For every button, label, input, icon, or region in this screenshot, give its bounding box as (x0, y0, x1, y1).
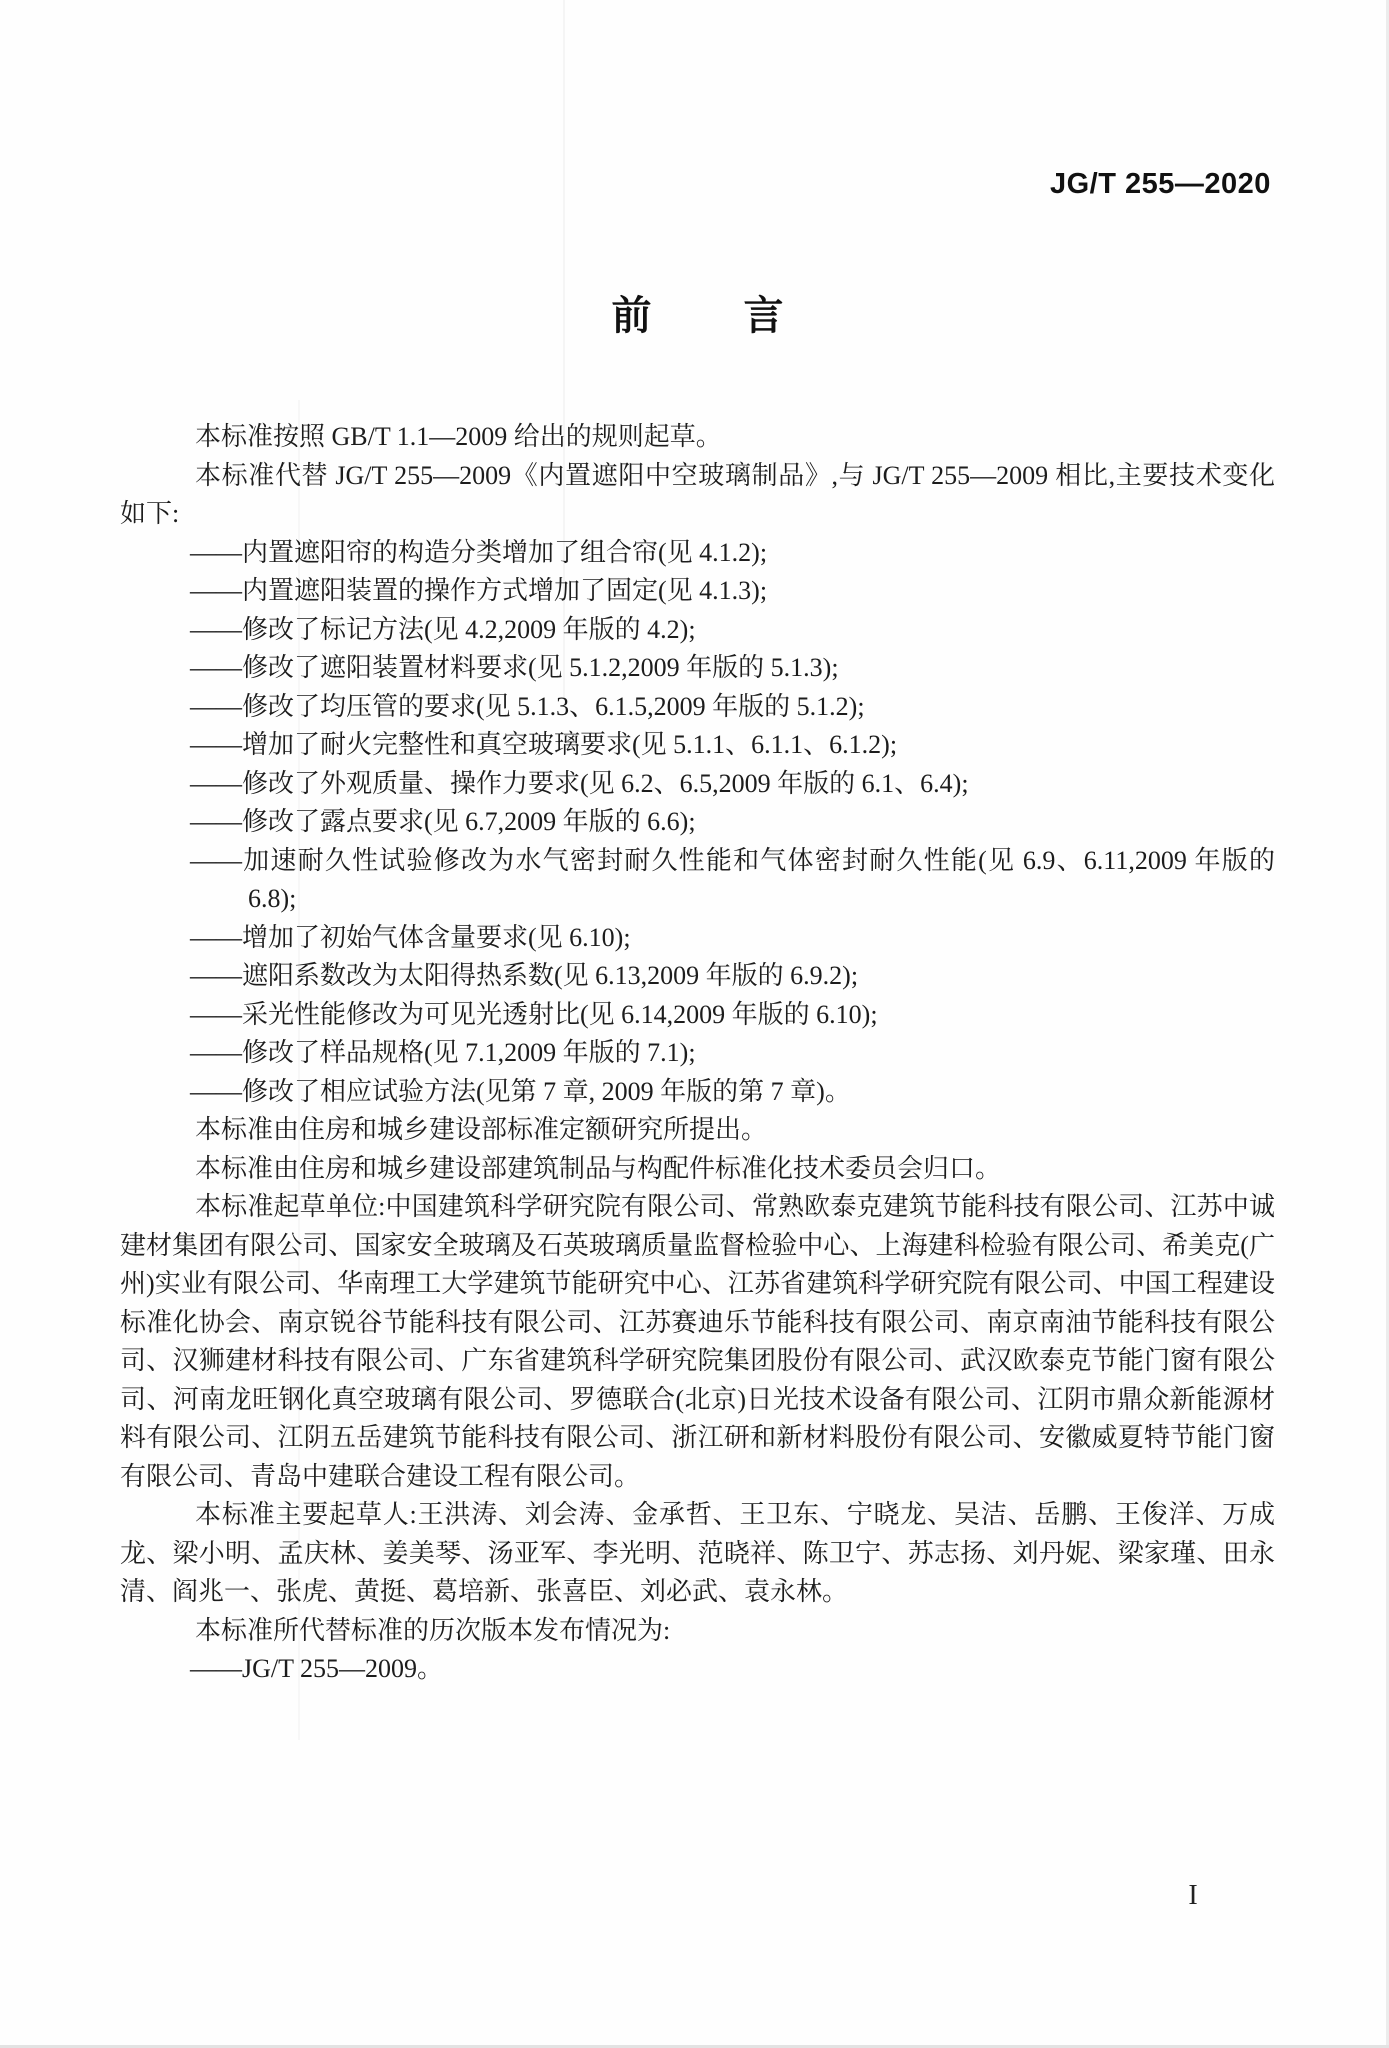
history-item: ——JG/T 255—2009。 (190, 1654, 444, 1683)
change-item: ——修改了相应试验方法(见第 7 章, 2009 年版的第 7 章)。 (190, 1076, 851, 1106)
para-replacement-intro: 本标准代替 JG/T 255—2009《内置遮阳中空玻璃制品》,与 JG/T 255—2009 相比,主要技术变化如下: (120, 460, 1275, 528)
para-drafting-rule: 本标准按照 GB/T 1.1—2009 给出的规则起草。 (195, 422, 722, 451)
change-item: ——修改了露点要求(见 6.7,2009 年版的 6.6); (190, 807, 696, 836)
page-title (120, 296, 1275, 336)
page-title-char-first: 前 (611, 294, 652, 338)
change-item: ——内置遮阳装置的操作方式增加了固定(见 4.1.3); (190, 576, 768, 605)
document-body (120, 418, 1275, 1689)
change-item: ——增加了初始气体含量要求(见 6.10); (190, 922, 631, 952)
change-item: ——修改了外观质量、操作力要求(见 6.2、6.5,2009 年版的 6.1、6.4); (190, 768, 969, 798)
change-item: ——修改了均压管的要求(见 5.1.3、6.1.5,2009 年版的 5.1.2); (190, 691, 865, 721)
change-item: ——修改了遮阳装置材料要求(见 5.1.2,2009 年版的 5.1.3); (190, 653, 839, 682)
page-number: I (1188, 1880, 1198, 1911)
change-item: ——修改了样品规格(见 7.1,2009 年版的 7.1); (190, 1038, 696, 1067)
change-item: ——增加了耐火完整性和真空玻璃要求(见 5.1.1、6.1.1、6.1.2); (190, 730, 898, 759)
para-history-intro: 本标准所代替标准的历次版本发布情况为: (195, 1615, 671, 1645)
para-main-drafters: 本标准主要起草人:王洪涛、刘会涛、金承哲、王卫东、宁晓龙、吴洁、岳鹏、王俊洋、万成龙、梁小明、孟庆林、姜美琴、汤亚军、李光明、范晓祥、陈卫宁、苏志扬、刘丹妮、梁家瑾、田永清、阎兆一、张虎、黄挺、葛培新、张喜臣、刘必武、袁永林。 (120, 1500, 1275, 1606)
change-item: ——采光性能修改为可见光透射比(见 6.14,2009 年版的 6.10); (190, 999, 878, 1029)
change-item: ——遮阳系数改为太阳得热系数(见 6.13,2009 年版的 6.9.2); (190, 961, 859, 990)
para-centralized-by: 本标准由住房和城乡建设部建筑制品与构配件标准化技术委员会归口。 (195, 1153, 1002, 1183)
para-drafting-organizations: 本标准起草单位:中国建筑科学研究院有限公司、常熟欧泰克建筑节能科技有限公司、江苏中诚建材集团有限公司、国家安全玻璃及石英玻璃质量监督检验中心、上海建科检验有限公司、希美克(广州)实业有限公司、华南理工大学建筑节能研究中心、江苏省建筑科学研究院有限公司、中国工程建设标准化协会、南京锐谷节能科技有限公司、江苏赛迪乐节能科技有限公司、南京南油节能科技有限公司、汉狮建材科技有限公司、广东省建筑科学研究院集团股份有限公司、武汉欧泰克节能门窗有限公司、河南龙旺钢化真空玻璃有限公司、罗德联合(北京)日光技术设备有限公司、江阴市鼎众新能源材料有限公司、江阴五岳建筑节能科技有限公司、浙江研和新材料股份有限公司、安徽威夏特节能门窗有限公司、青岛中建联合建设工程有限公司。 (120, 1192, 1275, 1491)
standard-number: JG/T 255—2020 (1050, 168, 1271, 200)
page-title-char-second: 言 (743, 294, 784, 338)
technical-changes-list (120, 534, 1275, 1112)
change-item: ——加速耐久性试验修改为水气密封耐久性能和气体密封耐久性能(见 6.9、6.11,2009 年版的 6.8); (190, 845, 1275, 913)
para-proposed-by: 本标准由住房和城乡建设部标准定额研究所提出。 (195, 1115, 768, 1144)
change-item: ——内置遮阳帘的构造分类增加了组合帘(见 4.1.2); (190, 537, 768, 567)
change-item: ——修改了标记方法(见 4.2,2009 年版的 4.2); (190, 614, 696, 644)
